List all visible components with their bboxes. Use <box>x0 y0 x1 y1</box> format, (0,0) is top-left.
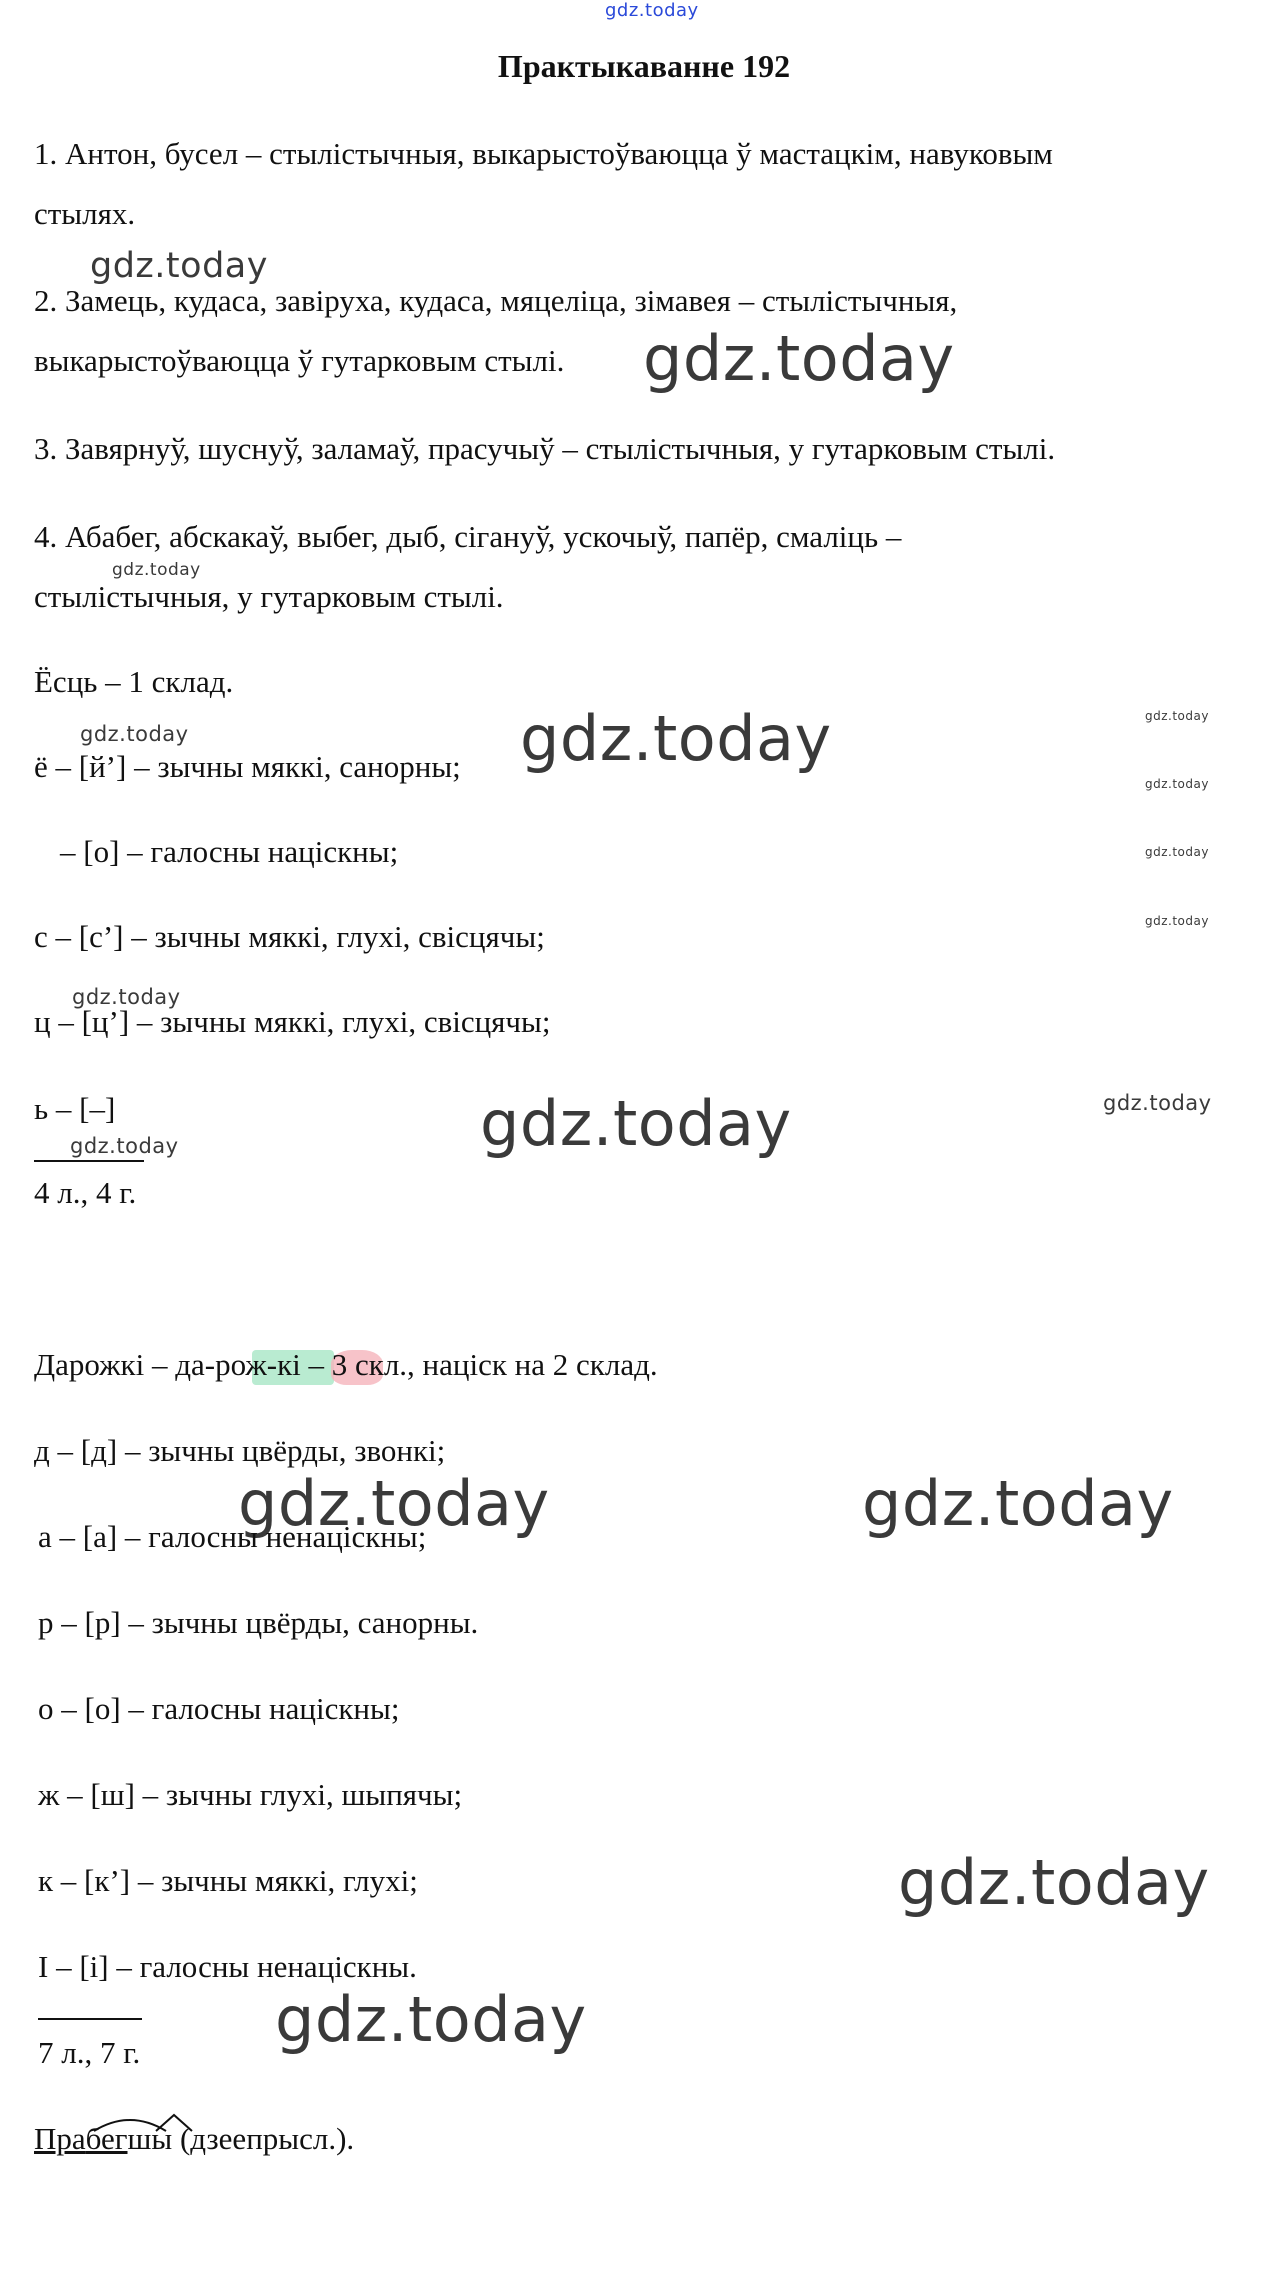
word2-header-dash: – <box>300 1347 332 1382</box>
watermark: gdz.today <box>90 246 268 286</box>
paragraph-4-line-2: стылістычныя, у гутарковым стылі. <box>34 579 504 614</box>
word1-row: – [о] – галосны націскны; <box>60 834 399 869</box>
paragraph-1-line-2: стылях. <box>34 196 136 231</box>
root: бег <box>85 2121 128 2156</box>
prefix: Пра <box>34 2121 86 2156</box>
word1-header: Ёсць – 1 склад. <box>34 664 234 699</box>
word2-header-end: 3 скл., націск на 2 склад. <box>331 1347 658 1382</box>
paragraph-4-line-1: 4. Абабег, абскакаў, выбег, дыб, сігануў, ускочыў, папёр, смаліць – <box>34 519 902 554</box>
summary-divider <box>34 1160 144 1162</box>
watermark: gdz.today <box>1145 777 1209 791</box>
summary-divider <box>38 2018 142 2020</box>
word2-row: ж – [ш] – зычны глухі, шыпячы; <box>38 1777 463 1812</box>
word2-row: І – [і] – галосны ненаціскны. <box>38 1949 417 1984</box>
word2-row: к – [к’] – зычны мяккі, глухі; <box>38 1863 418 1898</box>
watermark: gdz.today <box>1145 709 1209 723</box>
word1-row: ь – [–] <box>34 1091 116 1126</box>
watermark: gdz.today <box>520 702 832 775</box>
watermark: gdz.today <box>1103 1091 1212 1115</box>
word2-row: а – [а] – галосны ненаціскны; <box>38 1519 427 1554</box>
word1-row: ц – [ц’] – зычны мяккі, глухі, свісцячы; <box>34 1004 551 1039</box>
word2-header-syllable: рож- <box>215 1347 278 1382</box>
watermark: gdz.today <box>275 1983 587 2056</box>
paragraph-3: 3. Завярнуў, шуснуў, заламаў, прасучыў – стылістычныя, у гутарковым стылі. <box>34 431 1056 466</box>
word2-row: о – [о] – галосны націскны; <box>38 1691 400 1726</box>
word1-row: ё – [й’] – зычны мяккі, санорны; <box>34 749 461 784</box>
paragraph-1-line-1: 1. Антон, бусел – стылістычныя, выкарыстоўваюцца ў мастацкім, навуковым <box>34 136 1053 171</box>
watermark: gdz.today <box>898 1846 1210 1919</box>
morphemic-parse <box>34 2120 354 2157</box>
part-of-speech-note: (дзеепрысл.). <box>172 2121 355 2156</box>
word2-header <box>34 1346 658 1383</box>
watermark: gdz.today <box>643 322 955 395</box>
word2-header-start: Дарожкі – да- <box>34 1347 216 1382</box>
watermark: gdz.today <box>70 1134 179 1158</box>
suffix: шы <box>127 2121 173 2156</box>
watermark: gdz.today <box>80 722 189 746</box>
watermark: gdz.today <box>1145 845 1209 859</box>
paragraph-2-line-1: 2. Замець, кудаса, завіруха, кудаса, мяцеліца, зімавея – стылістычныя, <box>34 283 958 318</box>
word2-summary: 7 л., 7 г. <box>38 2035 141 2070</box>
word2-header-syllable: кі <box>277 1347 301 1382</box>
watermark: gdz.today <box>72 985 181 1009</box>
word1-row: с – [с’] – зычны мяккі, глухі, свісцячы; <box>34 919 545 954</box>
watermark-top: gdz.today <box>605 0 699 21</box>
word2-row: р – [р] – зычны цвёрды, санорны. <box>38 1605 479 1640</box>
word2-row: д – [д] – зычны цвёрды, звонкі; <box>34 1433 446 1468</box>
watermark: gdz.today <box>1145 914 1209 928</box>
watermark: gdz.today <box>480 1087 792 1160</box>
paragraph-2-line-2: выкарыстоўваюцца ў гутарковым стылі. <box>34 343 565 378</box>
watermark: gdz.today <box>238 1467 550 1540</box>
watermark: gdz.today <box>862 1467 1174 1540</box>
word1-summary: 4 л., 4 г. <box>34 1175 137 1210</box>
page-title: Практыкаванне 192 <box>497 48 791 84</box>
watermark: gdz.today <box>112 560 201 580</box>
